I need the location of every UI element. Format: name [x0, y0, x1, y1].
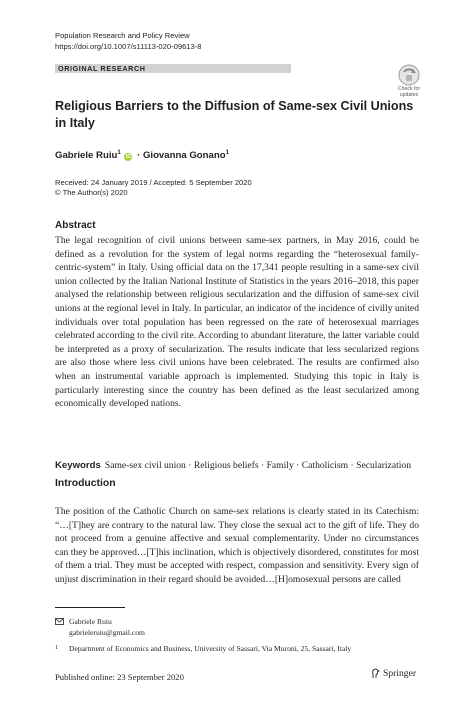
affiliation-marker: 1	[225, 150, 229, 156]
section-label: ORIGINAL RESEARCH	[58, 64, 146, 73]
footnote-divider	[55, 607, 125, 608]
published-online-date: Published online: 23 September 2020	[55, 672, 184, 682]
journal-name: Population Research and Policy Review	[55, 31, 190, 40]
author-name[interactable]: Giovanna Gonano	[142, 150, 226, 162]
affiliation-marker: 1	[117, 150, 121, 156]
affiliation-number: 1	[55, 645, 58, 651]
author-separator: ·	[137, 150, 141, 162]
check-for-updates-badge[interactable]	[392, 64, 426, 100]
abstract-text: The legal recognition of civil unions between same-sex partners, in May 2016, could be defined as a revolution for the system of legal norms regarding the “heterosexual family-centric-system” in Italy. Using official data on the 17,341 people resulting in a same-sex civil union collected by the Italian National Institute of Statistics in the years 2016–2018, this paper analysed the relationship between religious secularization and the diffusion of same-sex civil unions at the regional level in Italy. In particular, an indicator of the incidence of civilly united individuals over total population has been regressed on the rate of heterosexual marriages celebrated according to the civil rite. According to abundant literature, the latter variable could be interpreted as a proxy of secularization. The results indicate that less secularized regions are also those where less civil unions have been celebrated. The results are confirmed also when an instrumental variable approach is implemented. Studying this topic in Italy is particularly interesting since the country has been defined as the least secularized among economically developed nations.	[55, 235, 419, 410]
introduction-text: The position of the Catholic Church on same-sex relations is clearly stated in its Catechism: “…[T]hey are contrary to the natural law. They close the sexual act to the gift of life. They do not proceed from a genuine affective and sexual complementarity. Under no circumstances can they be approved…[T]his inclination, which is objectively disordered, constitutes for most of them a trial. They must be accepted with respect, compassion and sensitivity. Every sign of unjust discrimination in their regard should be avoided…[H]omosexual persons are called	[55, 506, 419, 585]
doi-link[interactable]: https://doi.org/10.1007/s11113-020-09613-8	[55, 41, 202, 51]
contact-email[interactable]: gabrieleruiu@gmail.com	[69, 627, 145, 637]
keywords-label: Keywords	[55, 460, 101, 471]
keywords-block	[55, 459, 419, 473]
publisher-name: Springer	[383, 668, 417, 679]
affiliation-footnote	[55, 644, 351, 653]
section-label-bar	[55, 64, 291, 73]
journal-header	[55, 31, 202, 52]
orcid-icon[interactable]: iD	[125, 154, 131, 161]
affiliation-text: Department of Economics and Business, University of Sassari, Via Muroni, 25, Sassari, Italy	[69, 644, 352, 653]
mail-icon	[55, 618, 64, 625]
paper-title: Religious Barriers to the Diffusion of Same-sex Civil Unions in Italy	[55, 99, 414, 130]
received-accepted-dates: Received: 24 January 2019 / Accepted: 5 September 2020	[55, 178, 252, 187]
check-updates-line1: Check for	[397, 86, 421, 92]
check-updates-icon	[398, 64, 420, 86]
author-name[interactable]: Gabriele Ruiu	[55, 150, 118, 162]
article-dates	[55, 178, 252, 199]
corresponding-author	[55, 617, 145, 638]
springer-horse-icon	[371, 668, 380, 679]
abstract-heading: Abstract	[55, 220, 96, 231]
copyright-notice: © The Author(s) 2020	[55, 188, 128, 198]
introduction-heading: Introduction	[55, 478, 116, 489]
publisher-logo	[371, 668, 416, 679]
check-updates-line2: updates	[399, 92, 419, 98]
author-list	[55, 150, 229, 161]
contact-name: Gabriele Ruiu	[69, 617, 112, 626]
keywords-text: Same-sex civil union · Religious beliefs · Family · Catholicism · Secularization	[104, 460, 411, 471]
